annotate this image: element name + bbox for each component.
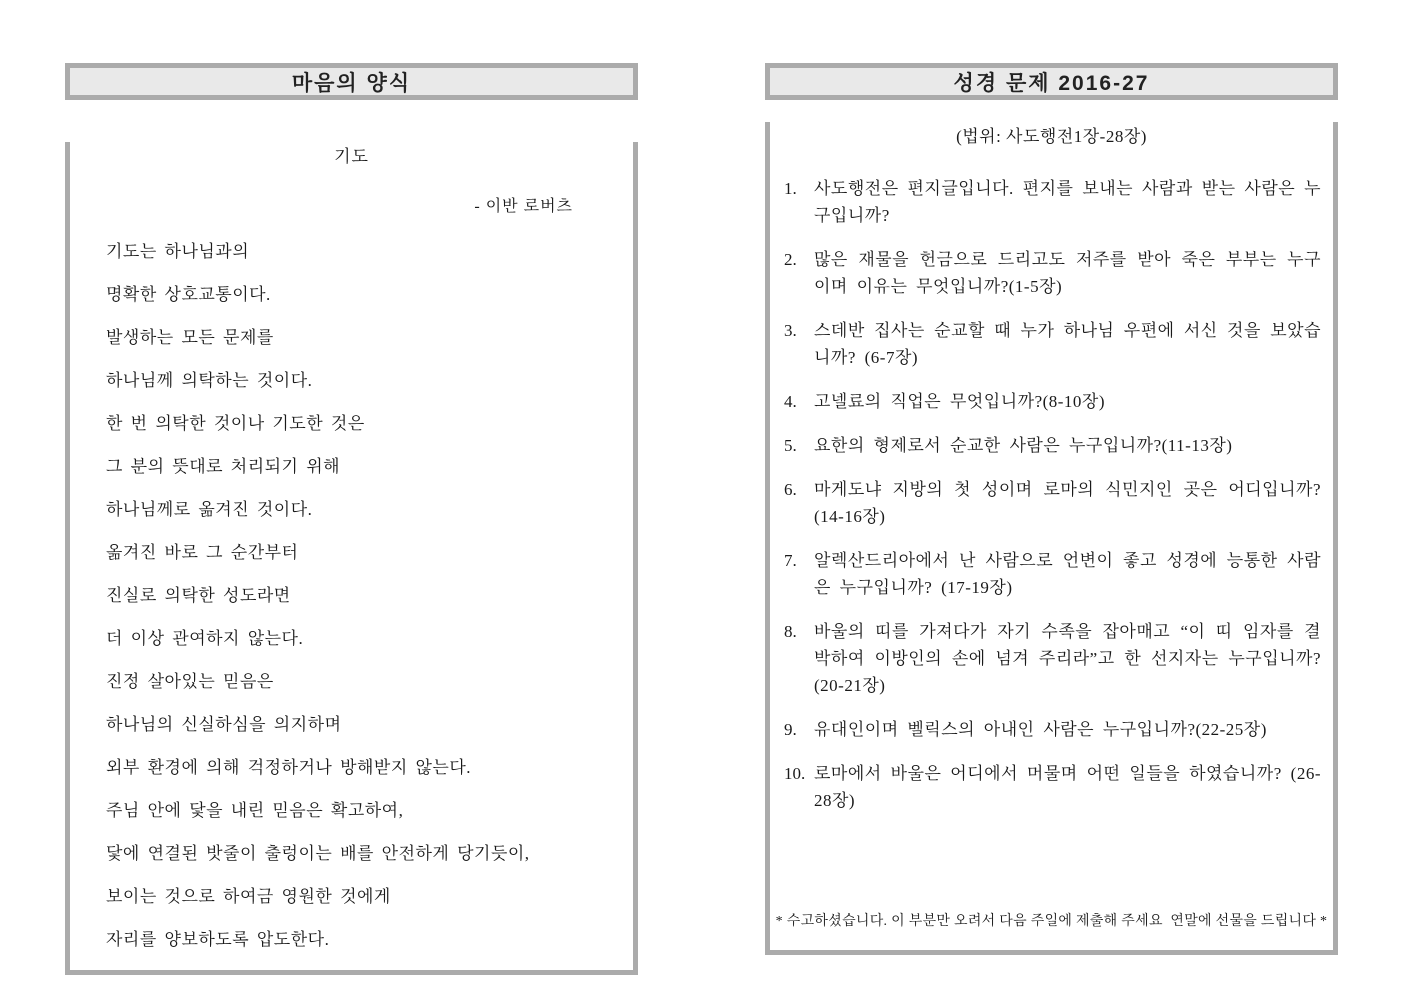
question-text: 유대인이며 벨릭스의 아내인 사람은 누구입니까?(22-25장) xyxy=(814,720,1267,739)
poem-line: 더 이상 관여하지 않는다. xyxy=(106,629,304,648)
poem-line: 하나님께 의탁하는 것이다. xyxy=(106,371,313,390)
poem-line: 진실로 의탁한 성도라면 xyxy=(106,586,291,605)
devotional-panel-title: 마음의 양식 xyxy=(65,63,638,100)
question-item xyxy=(784,175,1321,229)
question-number: 1. xyxy=(784,179,797,198)
question-text: 스데반 집사는 순교할 때 누가 하나님 우편에 서신 것을 보았습니까? (6-7장) xyxy=(814,321,1321,367)
question-text: 알렉산드리아에서 난 사람으로 언변이 좋고 성경에 능통한 사람은 누구입니까? (17-19장) xyxy=(814,551,1321,597)
poem-line: 그 분의 뜻대로 처리되기 위해 xyxy=(106,457,341,476)
poem-line: 닻에 연결된 밧줄이 출렁이는 배를 안전하게 당기듯이, xyxy=(106,844,530,863)
question-text: 고넬료의 직업은 무엇입니까?(8-10장) xyxy=(814,392,1106,411)
poem-line: 발생하는 모든 문제를 xyxy=(106,328,274,347)
question-text: 로마에서 바울은 어디에서 머물며 어떤 일들을 하였습니까? (26-28장) xyxy=(814,764,1321,810)
question-item xyxy=(784,716,1321,743)
question-number: 10. xyxy=(784,764,806,783)
question-item xyxy=(784,317,1321,371)
question-text: 바울의 띠를 가져다가 자기 수족을 잡아매고 “이 띠 임자를 결박하여 이방인의 손에 넘겨 주리라”고 한 선지자는 누구입니까? (20-21장) xyxy=(814,622,1321,695)
devotional-panel-body xyxy=(65,142,638,975)
poem-line: 명확한 상호교통이다. xyxy=(106,285,271,304)
quiz-scripture-range: (법위: 사도행전1장-28장) xyxy=(956,127,1147,146)
question-number: 7. xyxy=(784,551,797,570)
quiz-submission-note: * 수고하셨습니다. 이 부분만 오려서 다음 주일에 제출해 주세요 연말에 선물을 드립니다 * xyxy=(775,914,1328,929)
question-number: 5. xyxy=(784,436,797,455)
poem-line: 주님 안에 닻을 내린 믿음은 확고하여, xyxy=(106,801,404,820)
poem-line: 한 번 의탁한 것이나 기도한 것은 xyxy=(106,414,365,433)
poem-line: 옮겨진 바로 그 순간부터 xyxy=(106,543,299,562)
poem-line: 자리를 양보하도록 압도한다. xyxy=(106,930,330,949)
question-item xyxy=(784,547,1321,601)
question-text: 사도행전은 편지글입니다. 편지를 보내는 사람과 받는 사람은 누구입니까? xyxy=(814,179,1321,225)
poem-line: 진정 살아있는 믿음은 xyxy=(106,672,274,691)
question-item xyxy=(784,388,1321,415)
quiz-panel-body xyxy=(765,122,1338,955)
poem-line: 보이는 것으로 하여금 영원한 것에게 xyxy=(106,887,391,906)
question-number: 8. xyxy=(784,622,797,641)
poem-line: 외부 환경에 의해 걱정하거나 방해받지 않는다. xyxy=(106,758,472,777)
quiz-panel xyxy=(765,63,1338,955)
question-number: 6. xyxy=(784,480,797,499)
poem-line: 기도는 하나님과의 xyxy=(106,242,250,261)
question-item xyxy=(784,246,1321,300)
question-list xyxy=(770,175,1333,814)
question-item xyxy=(784,432,1321,459)
question-item xyxy=(784,760,1321,814)
devotional-panel xyxy=(65,63,638,975)
poem-title: 기도 xyxy=(334,147,369,166)
poem-line: 하나님께로 옮겨진 것이다. xyxy=(106,500,313,519)
quiz-panel-title: 성경 문제 2016-27 xyxy=(765,63,1338,100)
poem-author: - 이반 로버츠 xyxy=(474,198,573,215)
poem-line: 하나님의 신실하심을 의지하며 xyxy=(106,715,342,734)
poem-body xyxy=(70,230,633,961)
question-item xyxy=(784,476,1321,530)
question-item xyxy=(784,618,1321,699)
question-number: 2. xyxy=(784,250,797,269)
question-text: 요한의 형제로서 순교한 사람은 누구입니까?(11-13장) xyxy=(814,436,1233,455)
question-number: 3. xyxy=(784,321,797,340)
question-text: 마게도냐 지방의 첫 성이며 로마의 식민지인 곳은 어디입니까? (14-16장) xyxy=(814,480,1321,526)
question-number: 9. xyxy=(784,720,797,739)
question-number: 4. xyxy=(784,392,797,411)
question-text: 많은 재물을 헌금으로 드리고도 저주를 받아 죽은 부부는 누구이며 이유는 무엇입니까?(1-5장) xyxy=(814,250,1321,296)
